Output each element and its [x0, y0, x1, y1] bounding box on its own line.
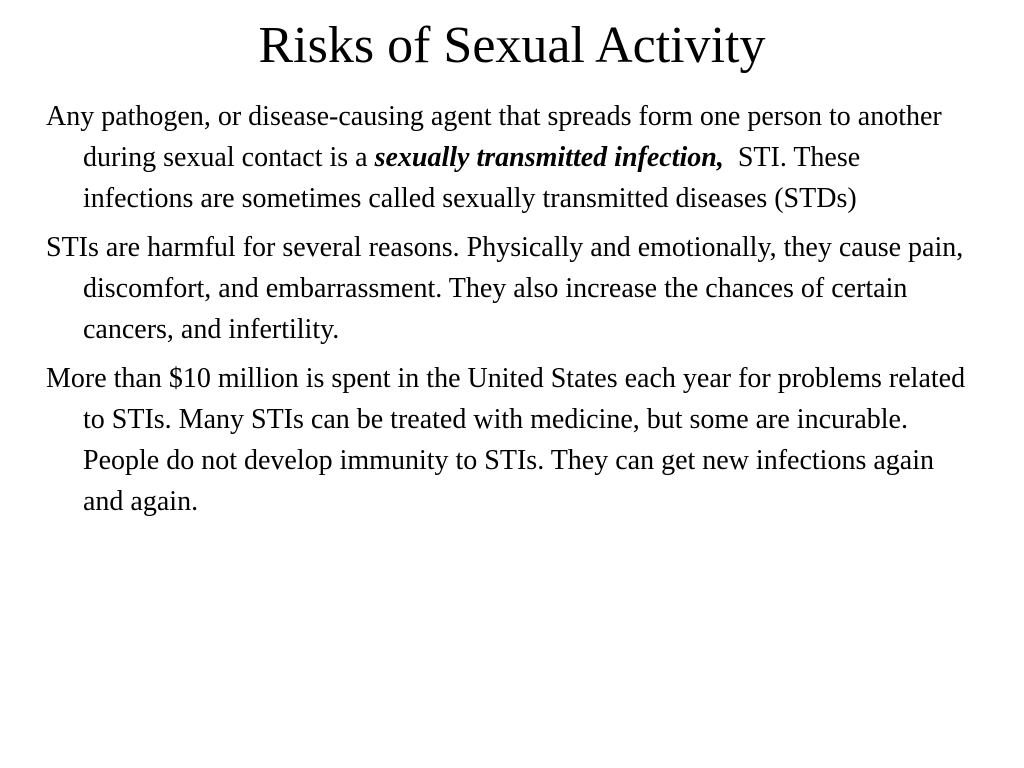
slide-body: [46, 96, 976, 530]
paragraph-sti-definition-text: Any pathogen, or disease-causing agent that spreads form one person to another during sexual contact is a: [46, 101, 942, 173]
paragraph-sti-definition-continued: STI. These infections are sometimes called sexually transmitted diseases (STDs): [83, 142, 868, 214]
paragraph-sti-definition: [46, 96, 976, 219]
sti-term-emphasis: sexually transmitted infection,: [374, 142, 724, 173]
paragraph-sti-costs: More than $10 million is spent in the United States each year for problems related to STIs. Many STIs can be treated with medicine, but some are incurable. People do not develop immunity to STIs. They can get new infections again and again.: [46, 363, 966, 517]
slide-title: Risks of Sexual Activity: [258, 17, 766, 74]
paragraph-sti-harms: STIs are harmful for several reasons. Physically and emotionally, they cause pain, discomfort, and embarrassment. They also increase the chances of certain cancers, and infertility.: [46, 232, 964, 345]
